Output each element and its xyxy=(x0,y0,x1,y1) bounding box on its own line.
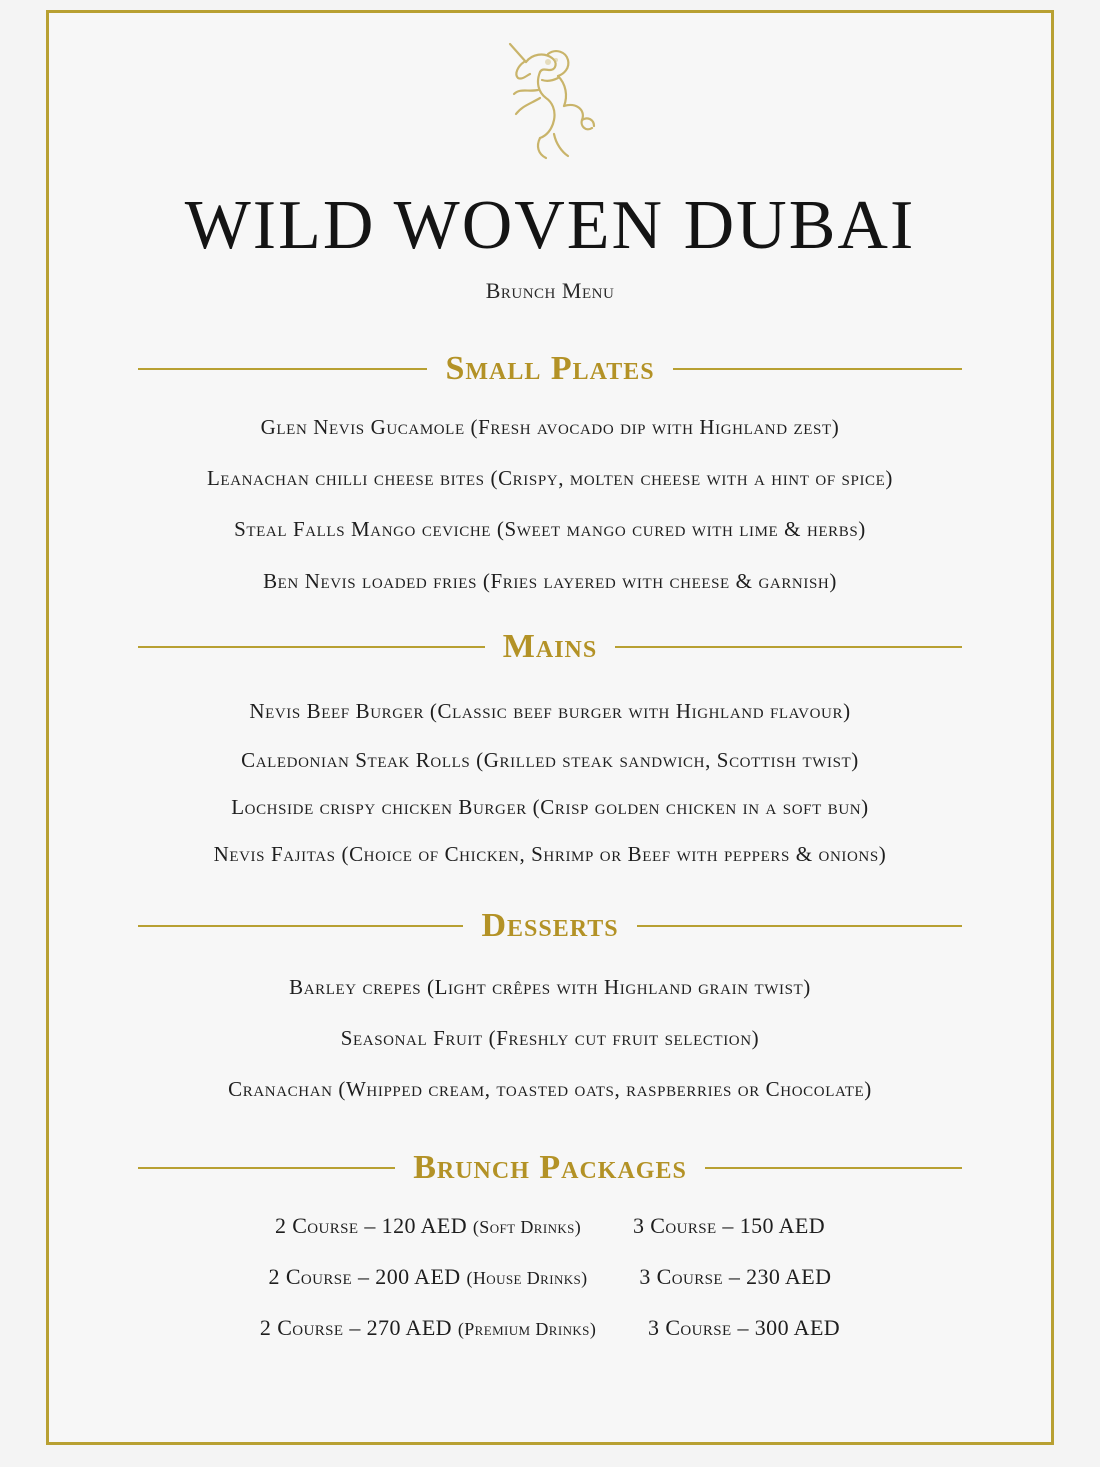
drinks-tier: (Soft Drinks) xyxy=(472,1217,582,1237)
three-course-price: 3 Course – 300 AED xyxy=(648,1315,841,1340)
divider-rule xyxy=(705,1167,962,1169)
unicorn-crest-icon xyxy=(496,40,602,166)
two-course-price: 2 Course – 270 AED xyxy=(259,1315,452,1340)
menu-item: Cranachan (Whipped cream, toasted oats, raspberries or Chocolate) xyxy=(228,1077,872,1101)
menu-item: Barley crepes (Light crêpes with Highland grain twist) xyxy=(289,975,811,999)
section-header-desserts xyxy=(138,906,962,946)
menu-item: Caledonian Steak Rolls (Grilled steak sandwich, Scottish twist) xyxy=(241,748,859,772)
section-title: Brunch Packages xyxy=(413,1149,687,1186)
divider-rule xyxy=(138,646,485,648)
drinks-tier: (Premium Drinks) xyxy=(457,1319,597,1339)
menu-item: Steal Falls Mango ceviche (Sweet mango cured with lime & herbs) xyxy=(234,517,866,541)
divider-rule xyxy=(138,1167,395,1169)
menu-subtitle: Brunch Menu xyxy=(485,278,615,303)
two-course-price: 2 Course – 200 AED xyxy=(268,1264,461,1289)
menu-item: Leanachan chilli cheese bites (Crispy, molten cheese with a hint of spice) xyxy=(207,466,893,490)
drinks-tier: (House Drinks) xyxy=(466,1268,588,1288)
restaurant-title: WILD WOVEN DUBAI xyxy=(184,187,916,264)
divider-rule xyxy=(138,368,427,370)
package-row xyxy=(0,1264,1100,1290)
section-header-small-plates xyxy=(138,349,962,389)
menu-item: Seasonal Fruit (Freshly cut fruit selection) xyxy=(340,1026,760,1050)
menu-item: Nevis Fajitas (Choice of Chicken, Shrimp or Beef with peppers & onions) xyxy=(213,842,887,866)
package-row xyxy=(0,1315,1100,1341)
divider-rule xyxy=(673,368,962,370)
divider-rule xyxy=(637,925,962,927)
three-course-price: 3 Course – 230 AED xyxy=(639,1264,832,1289)
divider-rule xyxy=(615,646,962,648)
menu-item: Lochside crispy chicken Burger (Crisp golden chicken in a soft bun) xyxy=(231,795,869,819)
menu-item: Glen Nevis Gucamole (Fresh avocado dip with Highland zest) xyxy=(260,415,840,439)
menu-item: Nevis Beef Burger (Classic beef burger with Highland flavour) xyxy=(249,699,851,723)
three-course-price: 3 Course – 150 AED xyxy=(632,1213,826,1238)
divider-rule xyxy=(138,925,463,927)
package-row xyxy=(0,1213,1100,1239)
two-course-price: 2 Course – 120 AED xyxy=(274,1213,467,1238)
section-title: Mains xyxy=(502,628,598,665)
section-title: Desserts xyxy=(481,907,619,944)
section-header-mains xyxy=(138,627,962,667)
menu-item: Ben Nevis loaded fries (Fries layered with cheese & garnish) xyxy=(263,569,837,593)
section-title: Small Plates xyxy=(445,350,655,387)
section-header-brunch-packages xyxy=(138,1148,962,1188)
